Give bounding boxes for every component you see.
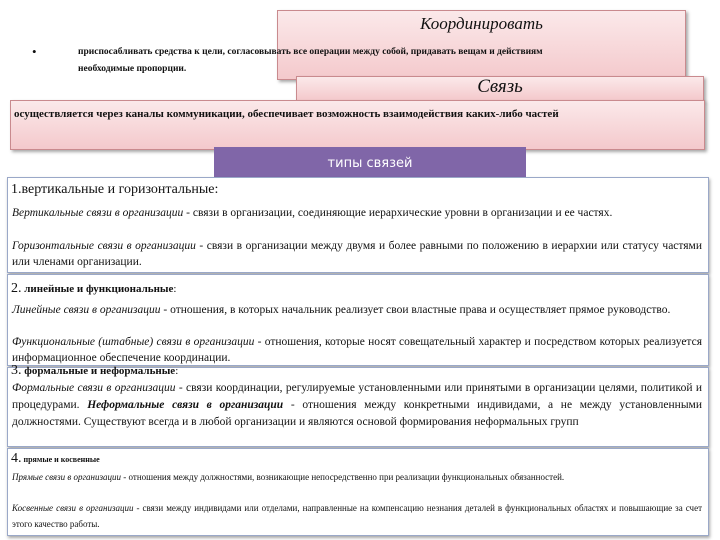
svyaz-definition: осуществляется через каналы коммуникации, обеспечивает возможность взаимодействия каких-либо частей xyxy=(14,108,559,120)
section-1-paragraph-2 xyxy=(12,238,702,270)
term: Прямые связи в организации xyxy=(12,472,122,482)
svyaz-title: Связь xyxy=(477,76,523,97)
definition-2: - отношения между конкретными индивидами, а не между установленными должностями. Существуют всегда и в любой организации и являются основой формирования неформальных групп xyxy=(12,399,702,428)
coordinate-definition-line2: необходимые пропорции. xyxy=(78,64,187,74)
definition: - отношения, в которых начальник реализует свои властные права и осуществляет прямое руководство. xyxy=(160,304,671,316)
definition: - отношения между должностями, возникающие непосредственно при реализации функциональных обязанностей. xyxy=(121,472,565,482)
definition: - связи координации, регулируемые установленными или принятыми в организации целями, политикой и процедурами. xyxy=(12,382,702,411)
coordinate-title: Координировать xyxy=(420,14,543,33)
term: Вертикальные связи в организации xyxy=(12,207,184,219)
section-4-title xyxy=(11,449,100,467)
section-1-number: 1. xyxy=(11,182,22,197)
term: Горизонтальные связи в организации xyxy=(12,240,196,252)
section-3-colon: : xyxy=(175,365,179,377)
bullet-icon: • xyxy=(32,44,37,59)
section-2-number: 2. xyxy=(11,281,22,296)
types-header: типы связей xyxy=(214,147,526,179)
section-1-paragraph-1 xyxy=(12,206,702,221)
definition: - связи между индивидами или отделами, направленные на компенсацию незнания деталей в функциональных областях и повышающие за счет этого качество работы. xyxy=(12,503,703,529)
term: Линейные связи в организации xyxy=(12,304,161,316)
section-3-title xyxy=(11,361,178,379)
term-2: Неформальные связи в организации xyxy=(87,399,284,411)
section-2-title-text: линейные и функциональные xyxy=(21,283,174,295)
definition: - связи в организации между двумя и более равными по положению в иерархии или статусу частями или членами организации. xyxy=(12,240,702,268)
section-2-paragraph-1 xyxy=(12,302,702,318)
section-3-number: 3. xyxy=(11,363,22,378)
section-3-paragraph-1 xyxy=(12,380,702,431)
term: Косвенные связи в организации xyxy=(12,503,134,513)
definition: - связи в организации, соединяющие иерархические уровни в организации и ее частях. xyxy=(183,207,613,219)
section-1-title xyxy=(11,182,218,198)
section-3-title-text: формальные и неформальные xyxy=(21,365,176,377)
section-2-colon: : xyxy=(173,283,177,295)
section-1-title-text: вертикальные и горизонтальные: xyxy=(21,182,219,197)
coordinate-definition-line1: приспосабливать средства к цели, согласовывать все операции между собой, придавать вещам и действиям xyxy=(78,47,543,57)
definition: - отношения, которые носят совещательный характер и посредством которых реализуется информационное обеспечение координации. xyxy=(12,336,702,364)
term: Функциональные (штабные) связи в организации xyxy=(12,336,255,348)
section-4-number: 4. xyxy=(11,451,22,466)
section-4-paragraph-1 xyxy=(12,470,702,484)
section-4-title-text: прямые и косвенные xyxy=(21,455,100,464)
section-2-title xyxy=(11,279,176,297)
section-4-paragraph-2 xyxy=(12,500,702,532)
term: Формальные связи в организации xyxy=(12,382,176,394)
